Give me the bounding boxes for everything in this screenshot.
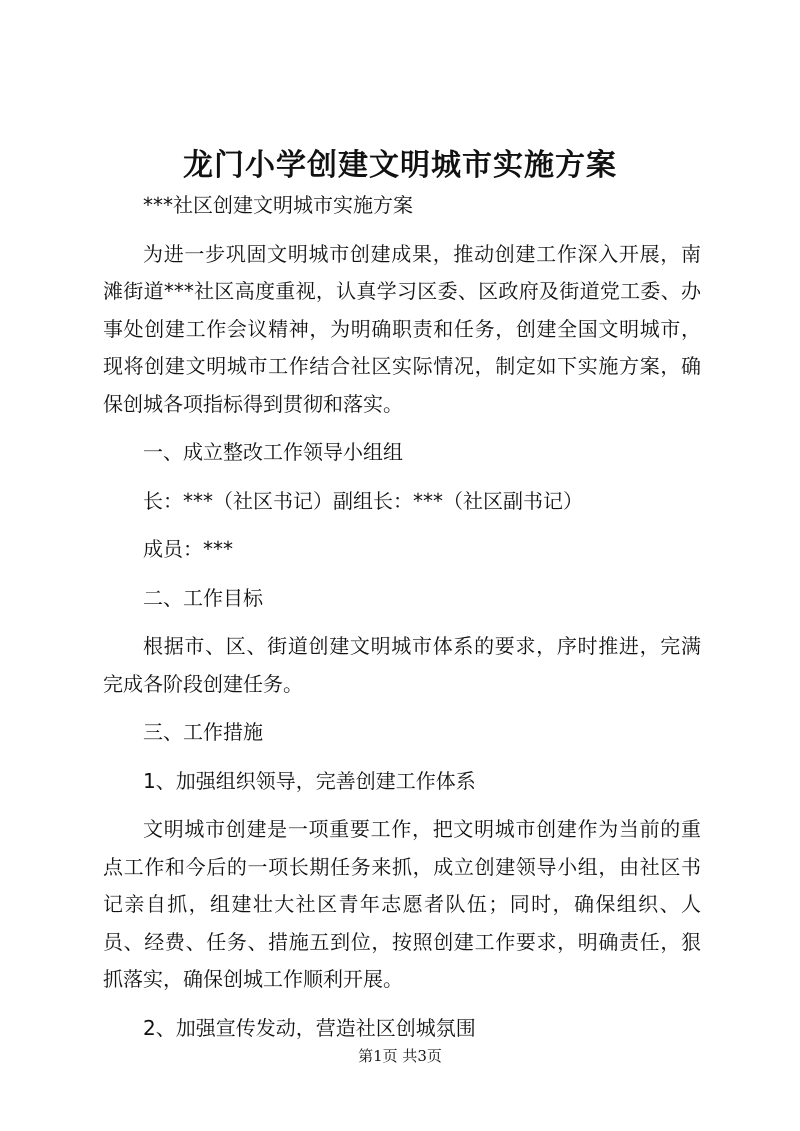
paragraph-leaders: 长：***（社区书记）副组长：***（社区副书记） <box>143 488 583 513</box>
paragraph-subtitle: ***社区创建文明城市实施方案 <box>143 193 413 217</box>
document-title: 龙门小学创建文明城市实施方案 <box>183 148 617 183</box>
heading-section-2: 二、工作目标 <box>143 585 263 610</box>
page-number-footer: 第1页 共3页 <box>358 1047 442 1065</box>
paragraph-members: 成员：*** <box>143 537 233 561</box>
heading-measure-2: 2、加强宣传发动，营造社区创城氛围 <box>143 1015 476 1040</box>
document-body <box>103 187 701 1058</box>
paragraph-goals: 根据市、区、街道创建文明城市体系的要求，序时推进，完满完成各阶段创建任务。 <box>103 634 701 696</box>
paragraph-intro: 为进一步巩固文明城市创建成果，推动创建工作深入开展，南滩街道***社区高度重视，认真学习区委、区政府及街道党工委、办事处创建工作会议精神，为明确职责和任务，创建全国文明城市，现将创建文明城市工作结合社区实际情况，制定如下实施方案，确保创城各项指标得到贯彻和落实。 <box>103 241 701 416</box>
heading-section-3: 三、工作措施 <box>143 720 263 744</box>
paragraph-measure-1: 文明城市创建是一项重要工作，把文明城市创建作为当前的重点工作和今后的一项长期任务来抓，成立创建领导小组，由社区书记亲自抓，组建壮大社区青年志愿者队伍；同时，确保组织、人员、经费、任务、措施五到位，按照创建工作要求，明确责任，狠抓落实，确保创城工作顺利开展。 <box>103 817 701 991</box>
heading-section-1: 一、成立整改工作领导小组组 <box>143 440 403 464</box>
heading-measure-1: 1、加强组织领导，完善创建工作体系 <box>143 768 476 793</box>
